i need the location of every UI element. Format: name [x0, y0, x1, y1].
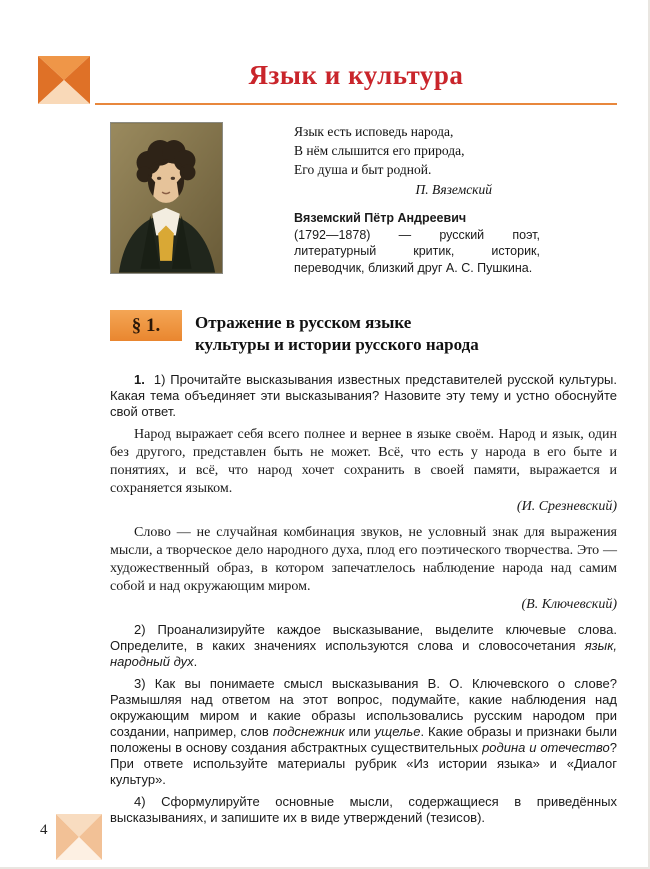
section-title [195, 312, 479, 356]
task-2-text: 2) Проанализируйте каждое высказывание, выделите ключевые слова. Определите, в каких значениях используются слова и словосочетания [110, 622, 617, 653]
epigraph-author: П. Вяземский [415, 182, 492, 197]
section-title-line: культуры и истории русского народа [195, 335, 479, 354]
section-heading [110, 310, 617, 356]
task-3-paragraph [110, 676, 617, 788]
section-title-line: Отражение в русском языке [195, 313, 412, 332]
intro-block [110, 122, 617, 276]
epigraph [294, 122, 492, 199]
quote-2-attribution: (В. Ключевский) [521, 597, 617, 612]
task-3-term: ущелье [374, 724, 421, 739]
exercise-number: 1. [134, 372, 145, 387]
task-3-term: родина и отечество [482, 740, 610, 755]
quote-paragraph-2: Слово — не случайная комбинация звуков, не условный знак для выражения мысли, а творческое дело народного духа, плод его поэтического творчества. Это — художественный образ, в котором запечатлелось наблюдение народа над самим собой и над окружающим миром. [110, 525, 617, 594]
vyazemsky-portrait-image [110, 122, 223, 274]
title-underline [95, 103, 617, 105]
exercise-content [110, 372, 617, 832]
section-number-badge: § 1. [110, 310, 182, 341]
task-1-paragraph [110, 372, 617, 420]
task-3-text: 3) Как вы понимаете смысл высказывания В. О. Ключевского о слове? Размышляя над ответом на этот вопрос, подумайте, какие наблюдения над окружающим миром и какие образы использовались русским народом при создании, например, слов [110, 676, 617, 739]
author-bio [294, 210, 540, 276]
task-1-text: 1) Прочитайте высказывания известных представителей русской культуры. Какая тема объединяет эти высказывания? Назовите эту тему и устно обоснуйте свой ответ. [110, 372, 617, 419]
bio-name: Вяземский Пётр Андреевич [294, 211, 467, 225]
task-3-text: или [344, 724, 375, 739]
task-3-term: подснежник [272, 724, 345, 739]
quote-1-attribution: (И. Срезневский) [516, 499, 617, 514]
bio-text: (1792—1878) — русский поэт, литературный критик, историк, переводчик, близкий друг А. С. Пушкина. [294, 227, 540, 275]
epigraph-line: Язык есть исповедь народа, [294, 124, 454, 139]
epigraph-line: Его душа и быт родной. [294, 162, 432, 177]
chapter-title: Язык и культура [248, 60, 464, 90]
epigraph-line: В нём слышится его природа, [294, 143, 465, 158]
task-4-paragraph: 4) Сформулируйте основные мысли, содержащиеся в приведённых высказываниях, и запишите их в виде утверждений (тезисов). [110, 794, 617, 825]
intro-text [294, 122, 542, 276]
task-2-terms: язык, народный дух [110, 638, 617, 669]
corner-ornament-top-icon [38, 56, 90, 104]
corner-ornament-bottom-icon [56, 814, 102, 860]
task-3-text: . Какие образы и признаки были положены в основу создания абстрактных существительных [110, 724, 617, 755]
task-2-text-end: . [193, 654, 198, 669]
quote-paragraph-1: Народ выражает себя всего полнее и вернее в языке своём. Народ и язык, один без другого, представлен быть не может. Всё, что есть у народа в его быте и понятиях, и всё, что народ хочет сохранить в своей памяти, выражается и сохраняется языком. [110, 427, 617, 496]
task-2-paragraph [110, 622, 617, 670]
page-number: 4 [40, 822, 48, 838]
task-3-text: ? При ответе используйте материалы рубрик «Из истории языка» и «Диалог культур». [110, 740, 617, 787]
